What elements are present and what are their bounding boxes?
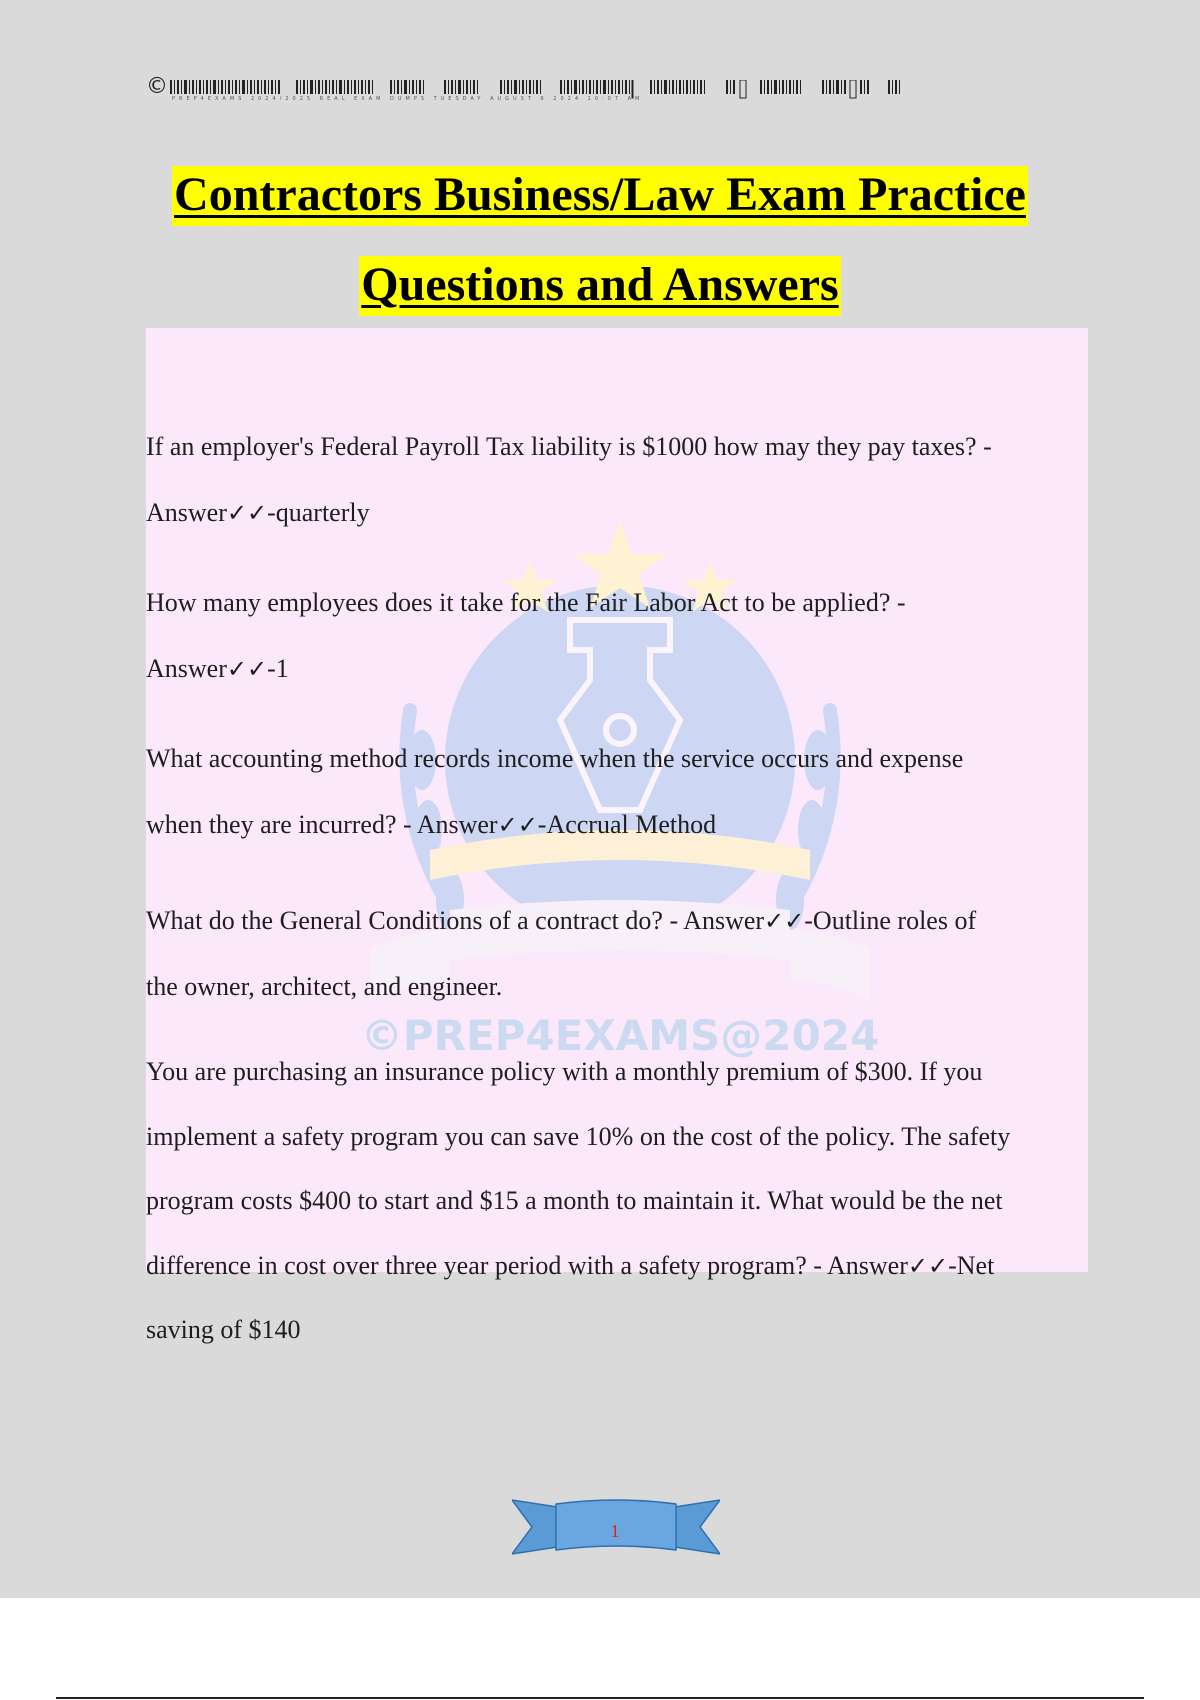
answer-4-label: Answer	[683, 906, 765, 935]
qa-item-1	[146, 414, 1086, 546]
document-title-line-2: Questions and Answers	[359, 256, 840, 316]
question-1-text: If an employer's Federal Payroll Tax liability is $1000 how may they pay taxes? -	[146, 432, 992, 461]
check-icon: ✓✓	[764, 907, 805, 935]
check-icon: ✓✓	[497, 811, 538, 839]
answer-5-continued: saving of $140	[146, 1315, 301, 1344]
document-title-line-1: Contractors Business/Law Exam Practice	[172, 166, 1028, 226]
question-5-line-3: program costs $400 to start and $15 a month to maintain it. What would be the net	[146, 1186, 1003, 1215]
watermark-text: ©PREP4EXAMS@2024	[360, 1011, 880, 1060]
copyright-symbol: ©	[146, 74, 168, 99]
answer-1-label: Answer	[146, 498, 227, 527]
qa-item-3	[146, 726, 1086, 858]
answer-3-label: Answer	[416, 810, 498, 839]
question-4-text: What do the General Conditions of a contract do? -	[146, 906, 684, 935]
answer-4-text: -Outline roles of	[804, 906, 977, 935]
svg-text:PREP4EXAMS 2024/2025 REAL EXAM: PREP4EXAMS 2024/2025 REAL EXAM DUMPS TUESDAY AUGUST 6 2024 10:07 AM	[172, 96, 644, 100]
qa-item-2	[146, 570, 1086, 702]
question-3-continued: when they are incurred? -	[146, 810, 417, 839]
qa-item-4	[146, 888, 1086, 1020]
question-5-line-4: difference in cost over three year period with a safety program? -	[146, 1250, 828, 1280]
barcode-text-image	[170, 80, 970, 100]
answer-5-text: -Net	[948, 1250, 995, 1280]
answer-3-text: -Accrual Method	[537, 810, 717, 839]
title-line-1-wrap	[60, 166, 1140, 226]
check-icon: ✓✓	[907, 1251, 949, 1280]
answer-5-label: Answer	[827, 1250, 908, 1280]
check-icon: ✓✓	[226, 655, 268, 683]
question-5-line-1: You are purchasing an insurance policy with a monthly premium of $300. If you	[146, 1057, 983, 1086]
title-line-2-wrap	[60, 256, 1140, 316]
answer-4-continued: the owner, architect, and engineer.	[146, 972, 503, 1001]
footer-rule	[56, 1697, 1144, 1699]
answer-2-label: Answer	[146, 654, 227, 683]
question-2-text: How many employees does it take for the Fair Labor Act to be applied? -	[146, 588, 906, 617]
answer-1-text: -quarterly	[267, 498, 370, 527]
page-number: 1	[610, 1521, 620, 1541]
question-5-line-2: implement a safety program you can save 10% on the cost of the policy. The safety	[146, 1121, 1011, 1151]
check-icon: ✓✓	[226, 499, 268, 527]
qa-item-5	[146, 1040, 1086, 1363]
header-barcode-strip	[146, 74, 968, 104]
answer-2-text: -1	[267, 654, 289, 683]
question-3-text: What accounting method records income when the service occurs and expense	[146, 744, 964, 773]
